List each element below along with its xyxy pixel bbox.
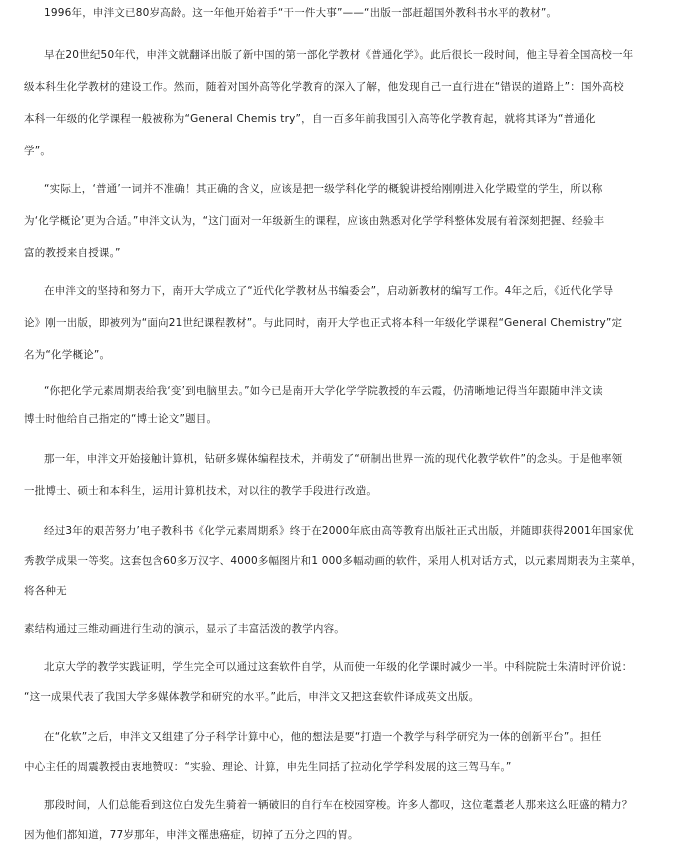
paragraph-9-line-2: “这一成果代表了我国大学多媒体教学和研究的水平。”此后，申泮文又把这套软件译成英文出版。 bbox=[24, 691, 480, 703]
paragraph-6-line-2: 一批博士、硕士和本科生，运用计算机技术，对以往的教学手段进行改造。 bbox=[24, 485, 378, 497]
paragraph-4-line-3: 名为“化学概论”。 bbox=[24, 349, 111, 361]
paragraph-11-line-1: 那段时间，人们总能看到这位白发先生骑着一辆破旧的自行车在校园穿梭。许多人都叹，这位耄耋老人那来这么旺盛的精力？ bbox=[44, 799, 633, 811]
paragraph-5-line-1: “你把化学元素周期表给我‘变’到电脑里去。”如今已是南开大学化学学院教授的车云霞，仍清晰地记得当年跟随申泮文读 bbox=[44, 385, 603, 397]
paragraph-3-line-3: 富的教授来自授课。” bbox=[24, 247, 121, 259]
paragraph-3-line-2: 为‘化学概论’更为合适。”申泮文认为，“这门面对一年级新生的课程，应该由熟悉对化学学科整体发展有着深刻把握、经验丰 bbox=[24, 215, 605, 227]
paragraph-2-line-3: 本科一年级的化学课程一般被称为“General Chemis try”，自一百多年前我国引入高等化学教育起，就将其译为“普通化 bbox=[24, 113, 596, 125]
paragraph-11-line-2: 因为他们都知道，77岁那年，申泮文罹患癌症，切掉了五分之四的胃。 bbox=[24, 829, 359, 841]
paragraph-6-line-1: 那一年，申泮文开始接触计算机，钻研多媒体编程技术，并萌发了“研制出世界一流的现代化教学软件”的念头。于是他率领 bbox=[44, 453, 623, 465]
paragraph-4-line-1: 在申泮文的坚持和努力下，南开大学成立了“近代化学教材丛书编委会”，启动新教材的编写工作。4年之后，《近代化学导 bbox=[44, 285, 614, 297]
paragraph-5-line-2: 博士时他给自己指定的“博士论文”题目。 bbox=[24, 413, 218, 425]
paragraph-10-line-1: 在“化软”之后，申泮文又组建了分子科学计算中心，他的想法是要“打造一个教学与科学研究为一体的创新平台”。担任 bbox=[44, 731, 602, 743]
paragraph-2-line-4: 学”。 bbox=[24, 145, 52, 157]
paragraph-2-line-1: 早在20世纪50年代，申泮文就翻译出版了新中国的第一部化学教材《普通化学》。此后很长一段时间，他主导着全国高校一年 bbox=[44, 49, 634, 61]
paragraph-3-line-1: “实际上，‘普通’一词并不准确！其正确的含义，应该是把一级学科化学的概貌讲授给刚刚进入化学殿堂的学生，所以称 bbox=[44, 183, 603, 195]
paragraph-7-line-3: 将各种无 bbox=[24, 585, 67, 597]
paragraph-8-line-1: 素结构通过三维动画进行生动的演示，显示了丰富活泼的教学内容。 bbox=[24, 623, 345, 635]
paragraph-9-line-1: 北京大学的教学实践证明，学生完全可以通过这套软件自学，从而使一年级的化学课时减少一半。中科院院士朱清时评价说： bbox=[44, 661, 633, 673]
paragraph-2-line-2: 级本科生化学教材的建设工作。然而，随着对国外高等化学教育的深入了解，他发现自己一直行进在“错误的道路上”：国外高校 bbox=[24, 81, 624, 93]
paragraph-4-line-2: 论》刚一出版，即被列为“面向21世纪课程教材”。与此同时，南开大学也正式将本科一年级化学课程“General Chemistry”定 bbox=[24, 317, 623, 329]
paragraph-7-line-1: 经过3年的艰苦努力’电子教科书《化学元素周期系》终于在2000年底由高等教育出版社正式出版，并随即获得2001年国家优 bbox=[44, 525, 634, 537]
paragraph-7-line-2: 秀教学成果一等奖。这套包含60多万汉字、4000多幅图片和1 000多幅动画的软件，采用人机对话方式，以元素周期表为主菜单， bbox=[24, 555, 643, 567]
paragraph-10-line-2: 中心主任的周震教授由衷地赞叹：“实验、理论、计算，申先生同括了拉动化学学科发展的这三驾马车。” bbox=[24, 761, 512, 773]
paragraph-1-line-1: 1996年，申泮文已80岁高龄。这一年他开始着手“干一件大事”——“出版一部赶超国外教科书水平的教材”。 bbox=[44, 7, 558, 19]
